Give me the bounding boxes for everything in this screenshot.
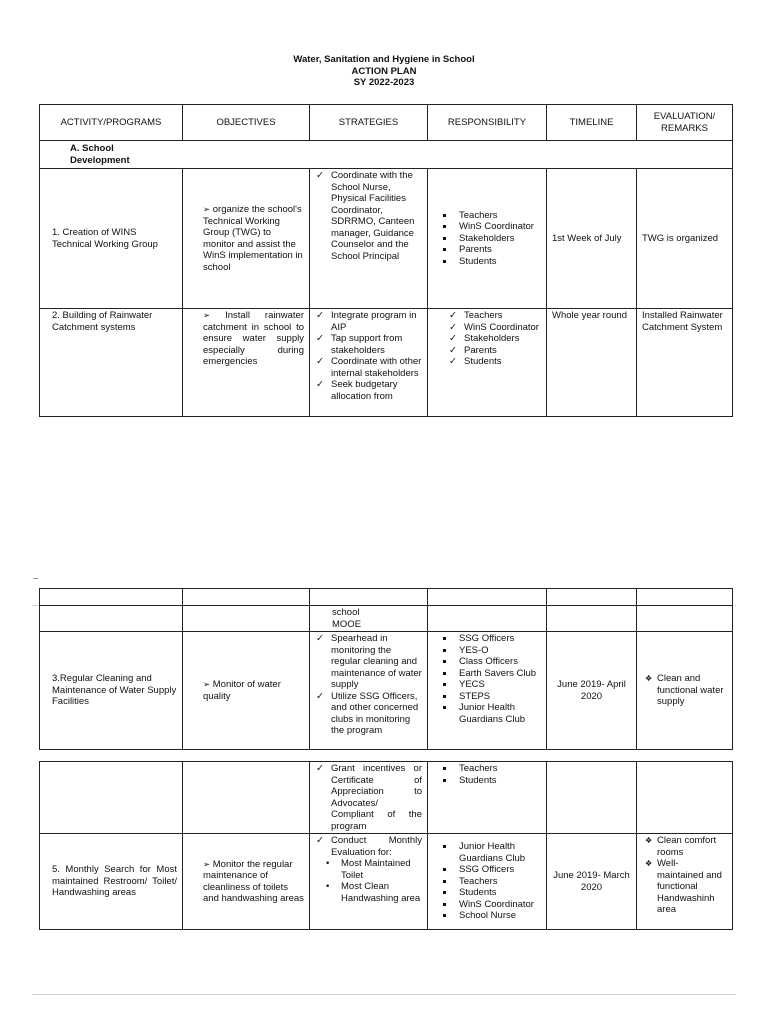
responsibility-item: Students [433,775,541,787]
arrow-bullet-icon: ➢ [203,310,211,320]
arrow-bullet-icon: ➢ [203,858,211,869]
responsibility-cell [428,169,547,309]
objective-cell [183,169,310,309]
strategy-item: ✓ Grant incentives or Certificate of Appreciation to Advocates/ Compliant of the program [315,763,422,832]
activity-cell: 3.Regular Cleaning and Maintenance of Water Supply Facilities [40,632,183,750]
column-header-strategies: STRATEGIES [310,105,428,141]
column-header-timeline: TIMELINE [547,105,637,141]
table-row [40,309,733,417]
responsibility-item: Students [433,887,541,899]
table-row [40,169,733,309]
evaluation-cell: Installed Rainwater Catchment System [637,309,733,417]
strategy-item: ✓ Tap support from stakeholders [315,333,422,356]
objective-text: Monitor of water quality [203,679,281,702]
table-row [40,834,733,930]
empty-header-row [40,589,733,606]
activity-cell: 5. Monthly Search for Most maintained Restroom/ Toilet/ Handwashing areas [40,834,183,930]
activity-cell: 2. Building of Rainwater Catchment systems [40,309,183,417]
objective-text: Install rainwater catchment in school to ensure water supply especially during emergencies [203,310,305,367]
arrow-bullet-icon: ➢ [203,204,211,214]
responsibility-item: School Nurse [433,910,541,922]
strategy-continuation-cell [310,606,428,632]
responsibility-item: SSG Officers [433,864,541,876]
section-label: A. School Development [70,143,130,166]
responsibility-item: Parents [433,244,541,256]
responsibility-item: YECS [433,679,541,691]
responsibility-item: Earth Savers Club [433,668,541,680]
strategy-item: ✓ Integrate program in AIP [315,310,422,333]
responsibility-item: Teachers [433,876,541,888]
responsibility-item: Class Officers [433,656,541,668]
responsibility-item: SSG Officers [433,633,541,645]
document-header [0,54,768,89]
strategy-cell [310,762,428,834]
arrow-bullet-icon: ➢ [203,679,211,689]
timeline-cell: Whole year round [547,309,637,417]
table-row [40,632,733,750]
responsibility-item: YES-O [433,645,541,657]
strategy-continuation-text: school MOOE [332,607,362,630]
responsibility-item: STEPS [433,691,541,703]
table-row [40,762,733,834]
strategy-item: ✓ Coordinate with other internal stakeholders [315,356,422,379]
responsibility-item: Junior Health Guardians Club [433,702,541,725]
objective-cell [183,309,310,417]
school-year: SY 2022-2023 [353,77,415,88]
timeline-cell: June 2019- April 2020 [547,632,637,750]
document-title: Water, Sanitation and Hygiene in School [293,54,475,65]
column-header-objectives: OBJECTIVES [183,105,310,141]
responsibility-item: Teachers [433,210,541,222]
objective-cell [183,632,310,750]
strategy-subitem: • Most Clean Handwashing area [325,881,422,904]
responsibility-item: ✓ Teachers [448,310,541,322]
objective-cell [183,834,310,930]
responsibility-item: Teachers [433,763,541,775]
objective-text: organize the school's Technical Working Group (TWG) to monitor and assist the WinS implementation in school [203,204,303,273]
responsibility-cell [428,834,547,930]
evaluation-item: ❖ Well- maintained and functional Handwashinh area [645,858,727,916]
document-subtitle: ACTION PLAN [351,65,417,77]
section-row [40,141,733,169]
page-footer-line [32,994,736,995]
responsibility-item: WinS Coordinator [433,899,541,911]
responsibility-cell [428,762,547,834]
strategy-cell [310,169,428,309]
action-plan-table-page1 [39,104,733,417]
page-corner-mark [33,578,38,579]
column-header-responsibility: RESPONSIBILITY [428,105,547,141]
timeline-cell: 1st Week of July [547,169,637,309]
strategy-item: ✓ Conduct Monthly Evaluation for: [315,835,422,858]
responsibility-item: Stakeholders [433,233,541,245]
strategy-item: ✓ Coordinate with the School Nurse, Physical Facilities Coordinator, SDRRMO, Canteen manager, Guidance Counselor and the School Principal [315,170,422,262]
responsibility-cell [428,309,547,417]
strategy-cell [310,834,428,930]
responsibility-item: ✓ Parents [448,345,541,357]
column-header-activity: ACTIVITY/PROGRAMS [40,105,183,141]
evaluation-cell [637,632,733,750]
responsibility-item: ✓ WinS Coordinator [448,322,541,334]
strategy-cell [310,309,428,417]
action-plan-table-page2-continued [39,761,733,930]
column-header-evaluation: EVALUATION/ REMARKS [637,105,733,141]
evaluation-item: ❖ Clean and functional water supply [645,673,727,708]
evaluation-item: ❖ Clean comfort rooms [645,835,727,858]
table-row [40,606,733,632]
responsibility-item: ✓ Stakeholders [448,333,541,345]
strategy-item: ✓ Spearhead in monitoring the regular cleaning and maintenance of water supply [315,633,422,691]
responsibility-item: Junior Health Guardians Club [433,841,541,864]
evaluation-cell [637,834,733,930]
action-plan-table-page2 [39,588,733,750]
strategy-item: ✓ Seek budgetary allocation from [315,379,422,402]
responsibility-item: WinS Coordinator [433,221,541,233]
responsibility-item: ✓ Students [448,356,541,368]
strategy-item: ✓ Utilize SSG Officers, and other concerned clubs in monitoring the program [315,691,422,737]
column-header-row [40,105,733,141]
strategy-cell [310,632,428,750]
evaluation-cell: TWG is organized [637,169,733,309]
responsibility-cell [428,632,547,750]
responsibility-item: Students [433,256,541,268]
objective-text: Monitor the regular maintenance of cleanliness of toilets and handwashing areas [203,858,304,904]
strategy-subitem: • Most Maintained Toilet [325,858,422,881]
activity-cell: 1. Creation of WINS Technical Working Group [40,169,183,309]
timeline-cell: June 2019- March 2020 [547,834,637,930]
